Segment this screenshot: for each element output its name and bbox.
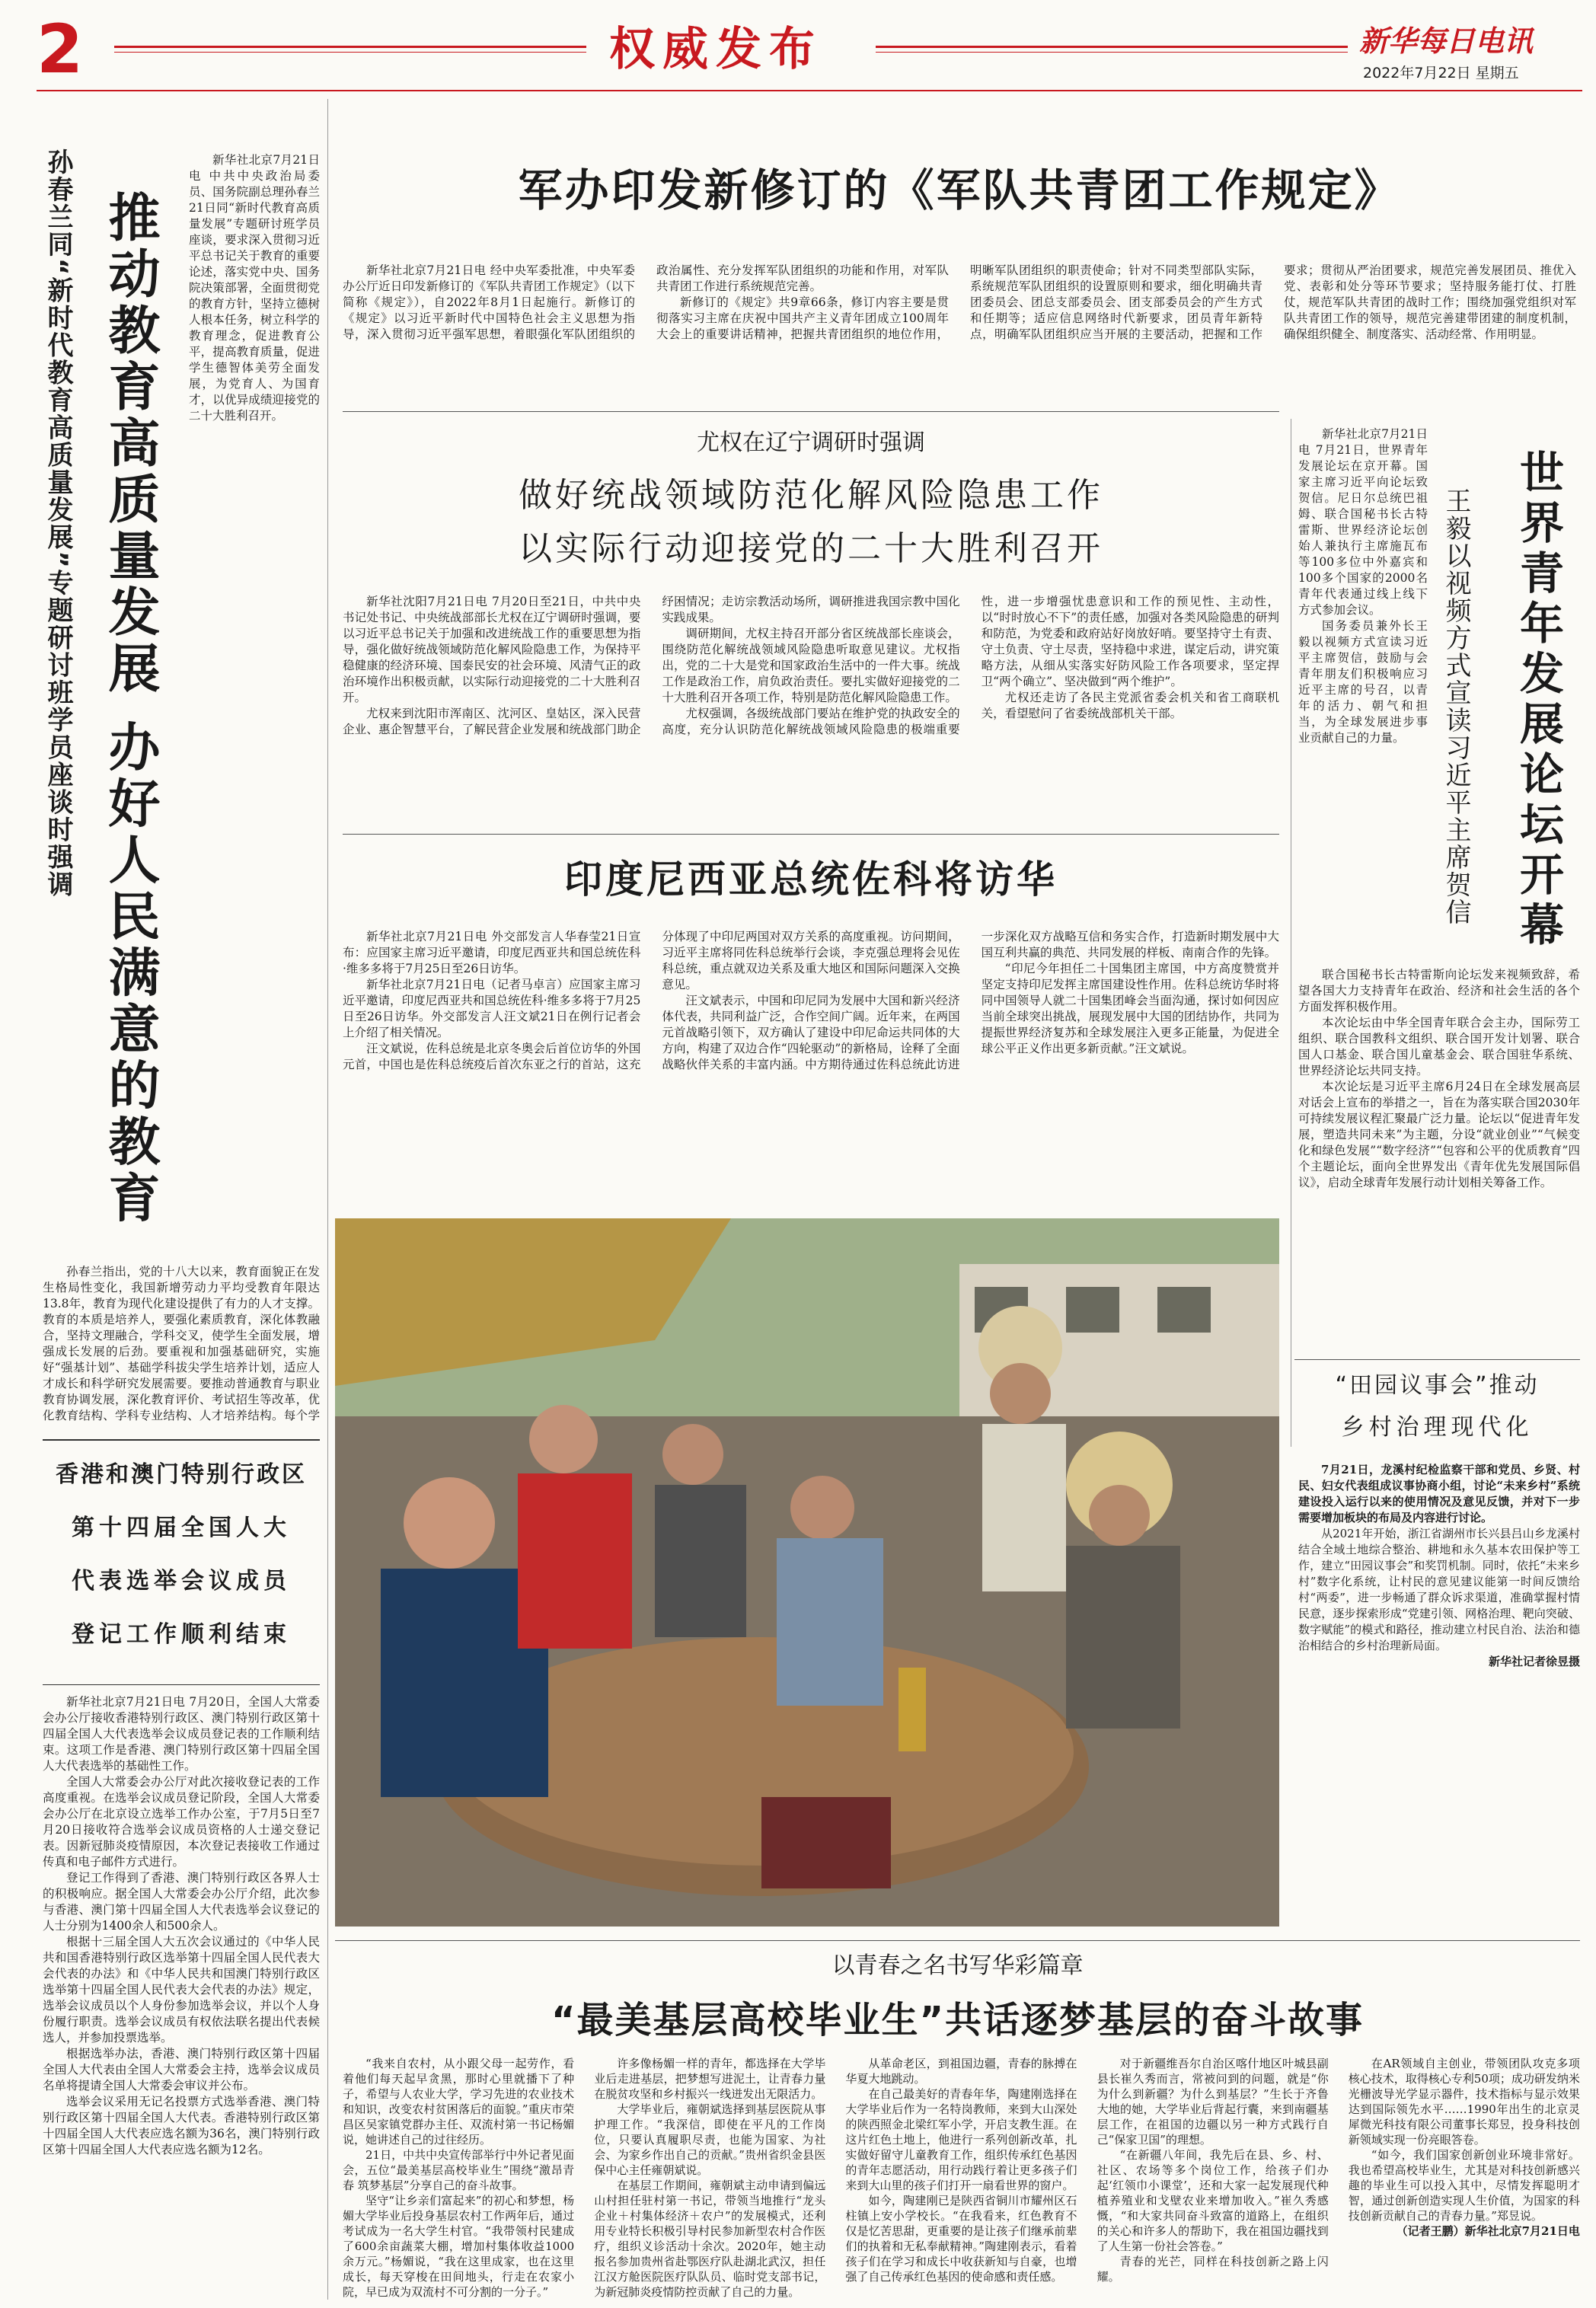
graduate-para: 坚守“让乡亲们富起来”的初心和梦想，杨媚大学毕业后投身基层农村工作两年后，通过考试成为一名大学生村官。“我带领村民建成了600余亩蔬菜大棚，增加村集体收益1000余万元。”杨媚说，“我在这里成家，也在这里成长，每天穿梭在田间地头，行走在农家小院，早已成为双流村不可分割的一分子。” [343, 2194, 575, 2299]
graduate-body [343, 2056, 1580, 2300]
liaoning-body [343, 594, 1279, 811]
graduate-para: 在自己最美好的青春年华，陶建刚选择在大学毕业后作为一名特岗教师，来到大山深处的陕西照金北梁红军小学，开启支教生涯。在这片红色土地上，他进行一系列创新改革，扎实做好留守儿童教育工作，组织传承红色基因的青年志愿活动，用行动践行着让更多孩子们来到大山里的孩子们打开一扇看世界的窗户。 [845, 2087, 1077, 2192]
wangyi-body-narrow [1298, 426, 1428, 959]
liaoning-headline-line: 做好统战领域防范化解风险隐患工作 [519, 476, 1103, 515]
education-headline: 推动教育高质量发展 办好人民满意的教育 [100, 190, 160, 1227]
hk-headline-line: 香港和澳门特别行政区 [56, 1461, 307, 1488]
header-divider [37, 90, 1582, 91]
graduate-para: “在新疆八年间，我先后在县、乡、村、社区、农场等多个岗位工作，给孩子们办起‘红领巾小课堂’，还和大家一起发展现代种植养殖业和戈壁农业来增加收入。”崔久秀感慨，“和大家共同奋斗致富的道路上，在组织的关心和许多人的帮助下，我在祖国边疆找到了人生第一份社会答卷。” [1096, 2148, 1329, 2253]
indonesia-para: 汪文斌表示，中国和印尼同为发展中大国和新兴经济体代表，共同利益广泛，合作空间广阔。近年来，在两国元首战略引领下，双方确认了建设中印尼命运共同体的大方向，构建了双边合作“四轮驱动”的新格局，诠释了全面战略伙伴关系的丰富内涵。中方期待通过佐科总统此访进一步深化双方战略互信和务实合作，打造新时期发展中大国互利共赢的典范、共同发展的样板、南南合作的先锋。 [662, 930, 1279, 1071]
youth-headline: 军办印发新修订的《军队共青团工作规定》 [518, 164, 1401, 216]
news-photo [335, 1218, 1279, 1927]
graduate-headline: “最美基层高校毕业生”共话逐梦基层的奋斗故事 [551, 1999, 1365, 2041]
brand-logo: 新华每日电讯 [1359, 24, 1534, 58]
graduate-para: 青春的光芒，同样在科技创新之路上闪耀。 [1096, 2255, 1329, 2284]
masthead-rule-right [876, 46, 1348, 48]
section-title: 权威发布 [609, 23, 822, 76]
liaoning-para: 调研期间，尤权主持召开部分省区统战部长座谈会，围绕防范化解统战领域风险隐患听取意见建议。尤权指出，党的二十大是党和国家政治生活中的一件大事。统战工作是政治工作，肩负政治责任。要扎实做好迎接党的二十大胜利召开各项工作，特别是防范化解风险隐患工作。 [662, 627, 960, 704]
tianyuan-headline-line: “田园议事会”推动 [1335, 1372, 1540, 1399]
wangyi-para: 联合国秘书长古特雷斯向论坛发来视频致辞，希望各国大力支持青年在政治、经济和社会生活的各个方面发挥积极作用。 [1298, 968, 1580, 1014]
graduate-para: “如今，我们国家创新创业环境非常好。我也希望高校毕业生，尤其是对科技创新感兴趣的毕业生可以投入其中，尽情发挥聪明才智，通过创新创造实现人生价值，为国家的科技创新贡献自己的青春力量。”郑昱说。 [1348, 2148, 1580, 2223]
tianyuan-headline-line: 乡村治理现代化 [1341, 1414, 1534, 1441]
indonesia-para: 汪文斌说，佐科总统是北京冬奥会后首位访华的外国元首，中国也是佐科总统疫后首次东亚之行的首站，这充分体现了中印尼两国对双方关系的高度重视。访问期间，习近平主席将同佐科总统举行会谈，李克强总理将会见佐科总统，重点就双边关系及重大地区和国际问题深入交换意见。 [343, 930, 960, 1071]
indonesia-para: 新华社北京7月21日电（记者马卓言）应国家主席习近平邀请，印度尼西亚共和国总统佐科·维多多将于7月25日至26日访华。外交部发言人汪文斌21日在例行记者会上介绍了相关情况。 [343, 978, 641, 1039]
graduate-credit: （记者王鹏）新华社北京7月21日电 [1396, 2224, 1580, 2238]
hk-headline-line: 第十四届全国人大 [72, 1515, 291, 1541]
photo-icon [335, 1218, 1279, 1927]
graduate-para: 21日，中共中央宣传部举行中外记者见面会，五位“最美基层高校毕业生”围绕“激昂青春 筑梦基层”分享自己的奋斗故事。 [343, 2148, 575, 2192]
tianyuan-body [1298, 1462, 1580, 1904]
education-para: 新华社北京7月21日电 中共中央政治局委员、国务院副总理孙春兰21日同“新时代教育高质量发展”专题研讨班学员座谈，要求深入贯彻习近平总书记关于教育的重要论述，落实党中央、国务院决策部署，全面贯彻党的教育方针，坚持立德树人根本任务，树立科学的教育理念，促进教育公平，提高教育质量，促进学生德智体美劳全面发展，为党育人、为国育才，以优异成绩迎接党的二十大胜利召开。 [189, 153, 320, 423]
hk-headline-box [43, 1439, 320, 1685]
graduate-para: 大学毕业后，雍朝斌选择到基层医院从事护理工作。“我深信，即使在平凡的工作岗位，只要认真履职尽责，也能为国家、为社会、为家乡作出自己的贡献。”贵州省织金县医保中心主任雍朝斌说。 [594, 2102, 826, 2177]
graduate-para: 在基层工作期间，雍朝斌主动申请到偏远山村担任驻村第一书记，带领当地推行“龙头企业＋村集体经济＋农户”的发展模式，还利用专业特长积极引导村民参加新型农村合作医疗，组织义诊活动十余次。2020年，她主动报名参加贵州省赴鄂医疗队赴湖北武汉，担任江汉方舱医院医疗队队员、临时党支部书记，为新冠肺炎疫情防控贡献了自己的力量。 [594, 2179, 826, 2299]
hk-body [43, 1694, 320, 2288]
hk-headline-line: 登记工作顺利结束 [72, 1621, 291, 1648]
liaoning-para: 新华社沈阳7月21日电 7月20日至21日，中共中央书记处书记、中央统战部部长尤权在辽宁调研时强调，要以习近平总书记关于加强和改进统战工作的重要思想为指导，强化做好统战领域防范化解风险隐患工作，为保持平稳健康的经济环境、国泰民安的社会环境、风清气正的政治环境作出积极贡献，以实际行动迎接党的二十大胜利召开。 [343, 595, 641, 704]
indonesia-headline: 印度尼西亚总统佐科将访华 [564, 857, 1058, 902]
wangyi-para: 本次论坛是习近平主席6月24日在全球发展高层对话会上宣布的举措之一，旨在为落实联合国2030年可持续发展议程汇聚最广泛力量。论坛以“促进青年发展，塑造共同未来”为主题，分设“就业创业”“气候变化和绿色发展”“数字经济”“包容和公平的优质教育”四个主题论坛，面向全世界发出《青年优先发展国际倡议》，启动全球青年发展行动计划相关筹备工作。 [1298, 1080, 1580, 1189]
hk-para: 全国人大常委会办公厅对此次接收登记表的工作高度重视。在选举会议成员登记阶段，全国人大常委会办公厅在北京设立选举工作办公室，于7月5日至7月20日接收符合选举会议成员资格的人士递交登记表。因新冠肺炎疫情原因，本次登记表接收工作通过传真和电子邮件方式进行。 [43, 1775, 320, 1869]
graduate-kicker: 以青春之名书写华彩篇章 [832, 1952, 1084, 1979]
wangyi-para: 新华社北京7月21日电 7月21日，世界青年发展论坛在京开幕。国家主席习近平向论坛致贺信。尼日尔总统巴祖姆、联合国秘书长古特雷斯、世界经济论坛创始人兼执行主席施瓦布等100多位中外嘉宾和100多个国家的2000名青年代表通过线上线下方式参加会议。 [1298, 427, 1428, 617]
liaoning-headline-line: 以实际行动迎接党的二十大胜利召开 [519, 529, 1103, 568]
masthead-rule-left-thin [114, 52, 586, 53]
hk-para: 根据十三届全国人大五次会议通过的《中华人民共和国香港特别行政区选举第十四届全国人民代表大会代表的办法》和《中华人民共和国澳门特别行政区选举第十四届全国人民代表大会代表的办法》规定，选举会议成员以个人身份参加选举会议，并以个人身份履行职责。选举会议成员有权依法联名提出代表候选人，并参加投票选举。 [43, 1935, 320, 2045]
youth-body [343, 263, 1576, 381]
indonesia-para: “印尼今年担任二十国集团主席国，中方高度赞赏并坚定支持印尼发挥主席国建设性作用。佐科总统访华时将同中国领导人就二十国集团峰会当面沟通，探讨如何因应当前全球突出挑战，展现发展中大国的团结协作，共同为提振世界经济复苏和全球发展注入更多正能量，为促进全球公平正义作出更多新贡献。”汪文斌说。 [981, 962, 1279, 1055]
education-body-cont [192, 990, 320, 1264]
graduate-para: 对于新疆维吾尔自治区喀什地区叶城县副县长崔久秀而言，常被问到的问题，就是“你为什么到新疆？为什么到基层？”生长于齐鲁大地的她，大学毕业后背起行囊，来到南疆基层工作，在祖国的边疆以另一种方式践行自己“保家卫国”的理想。 [1096, 2057, 1329, 2147]
graduate-para: 在AR领域自主创业，带领团队攻克多项核心技术，取得核心专利50项；成功研发纳米光栅波导光学显示器件，技术指标与显示效果达到国际领先水平……1990年出生的北京灵犀微光科技有限公司董事长郑昱，投身科技创新领域实现一份亮眼答卷。 [1348, 2057, 1580, 2147]
hk-para: 选举会议采用无记名投票方式选举香港、澳门特别行政区第十四届全国人大代表。香港特别行政区第十四届全国人大代表应选名额为36名，澳门特别行政区第十四届全国人大代表应选名额为12名。 [43, 2095, 320, 2156]
page-number: 2 [37, 10, 84, 88]
wangyi-para: 本次论坛由中华全国青年联合会主办，国际劳工组织、联合国教科文组织、联合国开发计划署、联合国人口基金、联合国儿童基金会、联合国驻华系统、世界经济论坛共同支持。 [1298, 1016, 1580, 1077]
indonesia-body [343, 929, 1279, 1203]
tianyuan-lead: 7月21日，龙溪村纪检监察干部和党员、乡贤、村民、妇女代表组成议事协商小组，讨论“未来乡村”系统建设投入运行以来的使用情况及意见反馈，并对下一步需要增加板块的布局及内容进行讨论。 [1298, 1463, 1580, 1524]
hk-para: 根据选举办法，香港、澳门特别行政区第十四届全国人大代表由全国人大常委会主持，选举会议成员名单将提请全国人大常委会审议并公布。 [43, 2047, 320, 2093]
liaoning-para: 尤权强调，各级统战部门要站在维护党的执政安全的高度，充分认识防范化解统战领域风险隐患的极端重要性，进一步增强忧患意识和工作的预见性、主动性，以“时时放心不下”的责任感，加强对各类风险隐患的研判和防范，为党委和政府站好岗放好哨。要坚持守土有责、守土负责、守土尽责，坚持稳中求进，谋定后动，讲究策略方法，从细从实落实好防风险工作各项要求，坚定捍卫“两个确立”、坚决做到“两个维护”。 [662, 595, 1279, 736]
masthead-rule-right-thin [876, 52, 1348, 53]
wangyi-para: 国务委员兼外长王毅以视频方式宣读习近平主席贺信，鼓励与会青年朋友们积极响应习近平主席的号召，以青年的活力、朝气和担当，为全球发展进步事业贡献自己的力量。 [1298, 619, 1428, 745]
wangyi-kicker: 王毅以视频方式宣读习近平主席贺信 [1441, 487, 1471, 926]
hk-headline-line: 代表选举会议成员 [72, 1568, 291, 1595]
hk-para: 登记工作得到了香港、澳门特别行政区各界人士的积极响应。据全国人大常委会办公厅介绍，此次参与香港、澳门第十四届全国人大代表选举会议登记的人士分别为1400余人和500余人。 [43, 1871, 320, 1933]
tianyuan-para: 从2021年开始，浙江省湖州市长兴县吕山乡龙溪村结合全域土地综合整治、耕地和永久基本农田保护等工作，建立“田园议事会”和奖罚机制。同时，依托“未来乡村”数字化系统，让村民的意见建议能第一时间反馈给村“两委”，进一步畅通了群众诉求渠道，准确掌握村情民意，逐步探索形成“党建引领、网格治理、靶向突破、数字赋能”的模式和路径，推动建立村民自治、法治和德治相结合的乡村治理新局面。 [1298, 1527, 1580, 1652]
tianyuan-credit: 新华社记者徐昱摄 [1488, 1655, 1580, 1668]
education-kicker: 孙春兰同“新时代教育高质量发展”专题研讨班学员座谈时强调 [43, 148, 73, 899]
graduate-para: 如今，陶建刚已是陕西省铜川市耀州区石柱镇上安小学校长。“在我看来，红色教育不仅是忆苦思甜，更重要的是让孩子们继承前辈们的执着和无私奉献精神。”陶建刚表示，看着孩子们在学习和成长中收获新知与自豪，也增强了自己传承红色基因的使命感和责任感。 [845, 2194, 1077, 2284]
youth-para: 新华社北京7月21日电 经中央军委批准，中央军委办公厅近日印发新修订的《军队共青团工作规定》（以下简称《规定》），自2022年8月1日起施行。新修订的《规定》以习近平新时代中国特色社会主义思想为指导，深入贯彻习近平强军思想，着眼强化军队团组织的政治属性、充分发挥军队团组织的功能和作用，对军队共青团工作进行系统规范完善。 [343, 263, 949, 341]
wangyi-body-wide [1298, 967, 1580, 1340]
wangyi-headline: 世界青年发展论坛开幕 [1512, 449, 1564, 952]
graduate-para: “我来自农村，从小跟父母一起劳作，看着他们每天起早贪黑，那时心里就播下了种子，希望与人农业大学，学习先进的农业技术和知识，改变农村贫困落后的面貌。”重庆市荣昌区吴家镇党群办主任、双流村第一书记杨媚说，她讲述自己的过往经历。 [343, 2057, 575, 2147]
indonesia-para: 新华社北京7月21日电 外交部发言人华春莹21日宣布：应国家主席习近平邀请，印度尼西亚共和国总统佐科·维多多将于7月25日至26日访华。 [343, 930, 641, 975]
liaoning-para: 尤权来到沈阳市浑南区、沈河区、皇姑区，深入民营企业、惠企智慧平台，了解民营企业发展和统战部门助企纾困情况；走访宗教活动场所，调研推进我国宗教中国化实践成果。 [343, 595, 960, 736]
graduate-para: 从革命老区，到祖国边疆，青春的脉搏在华夏大地跳动。 [845, 2057, 1077, 2086]
liaoning-para: 尤权还走访了各民主党派省委会机关和省工商联机关，看望慰问了省委统战部机关干部。 [981, 691, 1279, 720]
liaoning-kicker: 尤权在辽宁调研时强调 [697, 429, 925, 456]
graduate-para: 许多像杨媚一样的青年，都选择在大学毕业后走进基层，把梦想写进泥土，让青春力量在脱贫攻坚和乡村振兴一线迸发出无限活力。 [594, 2057, 826, 2101]
education-para: 孙春兰指出，党的十八大以来，教育面貌正在发生格局性变化，我国新增劳动力平均受教育年限达13.8年，教育为现代化建设提供了有力的人才支撑。教育的本质是培养人，要强化素质教育，深化体教融合，坚持文理融合，学科交叉，使学生全面发展，增强成长发展的后劲。要重视和加强基础研究，实施好“强基计划”、基础学科拔尖学生培养计划，适应人才成长和科学研究发展需要。要推动普通教育与职业教育协调发展，深化教育评价、考试招生等改革，优化教育结构、学科专业结构、人才培养结构。每个学 [43, 1265, 320, 1422]
education-body-wide [43, 1264, 320, 1424]
youth-para: 新修订的《规定》共9章66条，修订内容主要是贯彻落实习主席在庆祝中国共产主义青年团成立100周年大会上的重要讲话精神，把握共青团组织的地位作用，明晰军队团组织的职责使命；针对不同类型部队实际，系统规范军队团组织的设置原则和要求，细化明确共青团委员会、团总支部委员会、团支部委员会的产生方式和任期等；适应信息网络时代新要求，团员青年新特点，明确军队团组织应当开展的主要活动，把握和工作要求；贯彻从严治团要求，规范完善发展团员、推优入党、表彰和处分等环节要求；坚持服务能打仗、打胜仗，规范军队共青团的战时工作；围绕加强党组织对军队共青团工作的领导，规范完善建带团建的制度机制，确保组织健全、制度落实、活动经常、作用明显。 [656, 263, 1576, 341]
hk-para: 新华社北京7月21日电 7月20日，全国人大常委会办公厅接收香港特别行政区、澳门特别行政区第十四届全国人大代表选举会议成员登记表的工作顺利结束。这项工作是香港、澳门特别行政区第十四届全国人大代表选举的基础性工作。 [43, 1695, 320, 1773]
issue-date: 2022年7月22日 星期五 [1363, 65, 1519, 81]
masthead-rule-left [114, 46, 586, 48]
